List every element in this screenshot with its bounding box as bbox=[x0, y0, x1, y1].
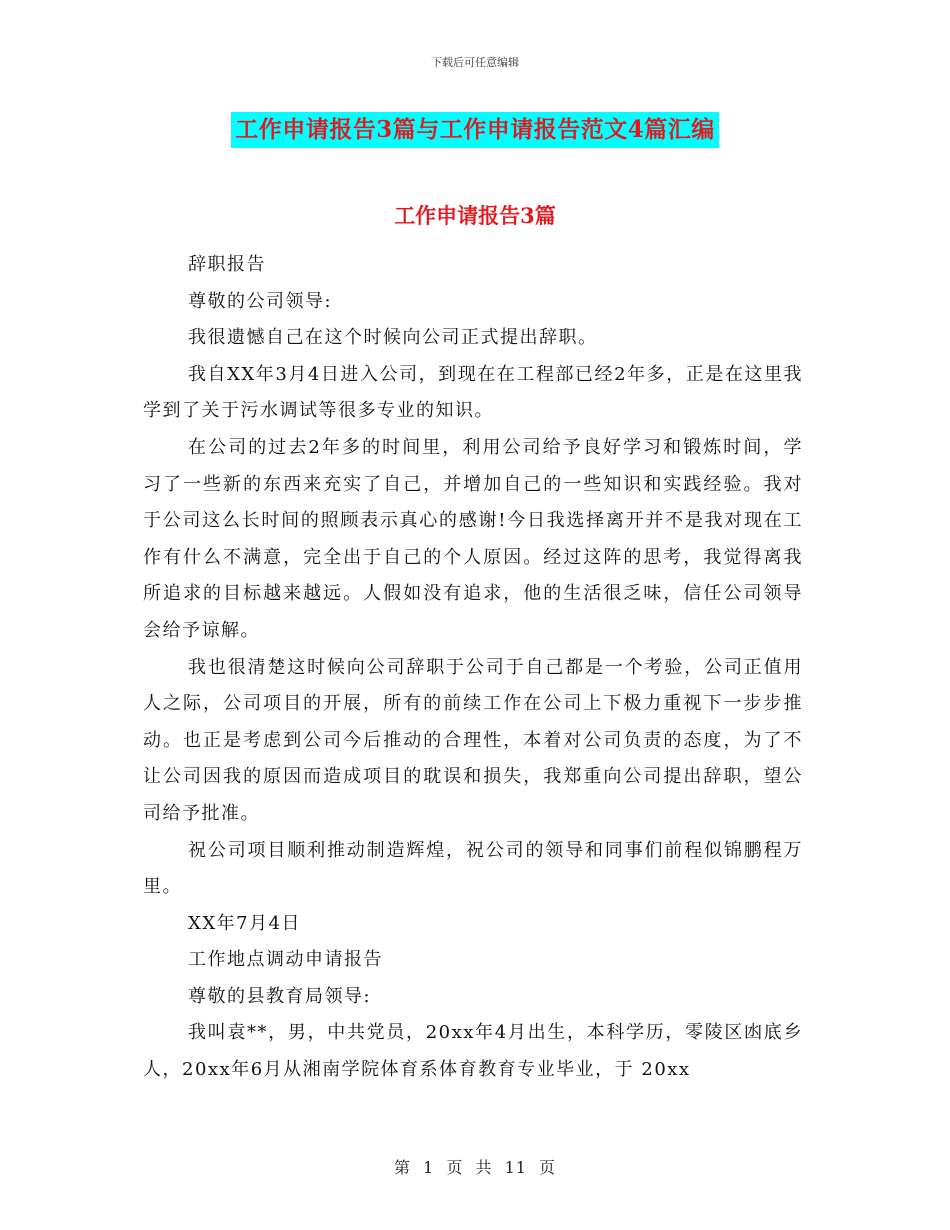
document-body bbox=[143, 247, 803, 1089]
paragraph: 尊敬的公司领导: bbox=[188, 290, 333, 312]
footer-word-page-unit: 页 bbox=[446, 1158, 464, 1177]
paragraph: 我也很清楚这时候向公司辞职于公司于自己都是一个考验，公司正值用人之际，公司项目的开展，所有的前续工作在公司上下极力重视下一步步推动。也正是考虑到公司今后推动的合理性，本着对公司负责的态度，为了不让公司因我的原因而造成项目的耽误和损失，我郑重向公司提出辞职，望公司给予批准。 bbox=[143, 656, 803, 824]
document-title: 工作申请报告3篇与工作申请报告范文4篇汇编 bbox=[231, 112, 719, 148]
paragraph: 我叫袁**，男，中共党员，20xx年4月出生，本科学历，零陵区凼底乡人，20xx年6月从湘南学院体育系体育教育专业毕业，于 20xx bbox=[143, 1022, 803, 1081]
footer-word-total-unit: 页 bbox=[539, 1158, 557, 1177]
footer-total-pages: 11 bbox=[504, 1158, 527, 1177]
paragraph: 祝公司项目顺利推动制造辉煌，祝公司的领导和同事们前程似锦鹏程万里。 bbox=[143, 839, 803, 898]
paragraph: XX年7月4日 bbox=[188, 912, 302, 934]
paragraph: 我很遗憾自己在这个时候向公司正式提出辞职。 bbox=[188, 327, 598, 349]
paragraph: 尊敬的县教育局领导: bbox=[188, 985, 372, 1007]
paragraph: 在公司的过去2年多的时间里，利用公司给予良好学习和锻炼时间，学习了一些新的东西来充实了自己，并增加自己的一些知识和实践经验。我对于公司这么长时间的照顾表示真心的感谢!今日我选择离开并不是我对现在工作有什么不满意，完全出于自己的个人原因。经过这阵的思考，我觉得离我所追求的目标越来越远。人假如没有追求，他的生活很乏味，信任公司领导会给予谅解。 bbox=[143, 436, 803, 641]
footer-word-page: 第 bbox=[393, 1158, 411, 1177]
page-header-note: 下载后可任意编辑 bbox=[431, 56, 519, 69]
document-subtitle: 工作申请报告3篇 bbox=[394, 203, 556, 228]
footer-word-total: 共 bbox=[475, 1158, 493, 1177]
footer-current-page: 1 bbox=[423, 1158, 435, 1177]
page-number-footer bbox=[0, 1155, 950, 1178]
paragraph: 我自XX年3月4日进入公司，到现在在工程部已经2年多，正是在这里我学到了关于污水调试等很多专业的知识。 bbox=[143, 363, 803, 422]
paragraph: 辞职报告 bbox=[188, 254, 266, 275]
paragraph: 工作地点调动申请报告 bbox=[188, 949, 383, 971]
document-title-container bbox=[0, 112, 950, 148]
